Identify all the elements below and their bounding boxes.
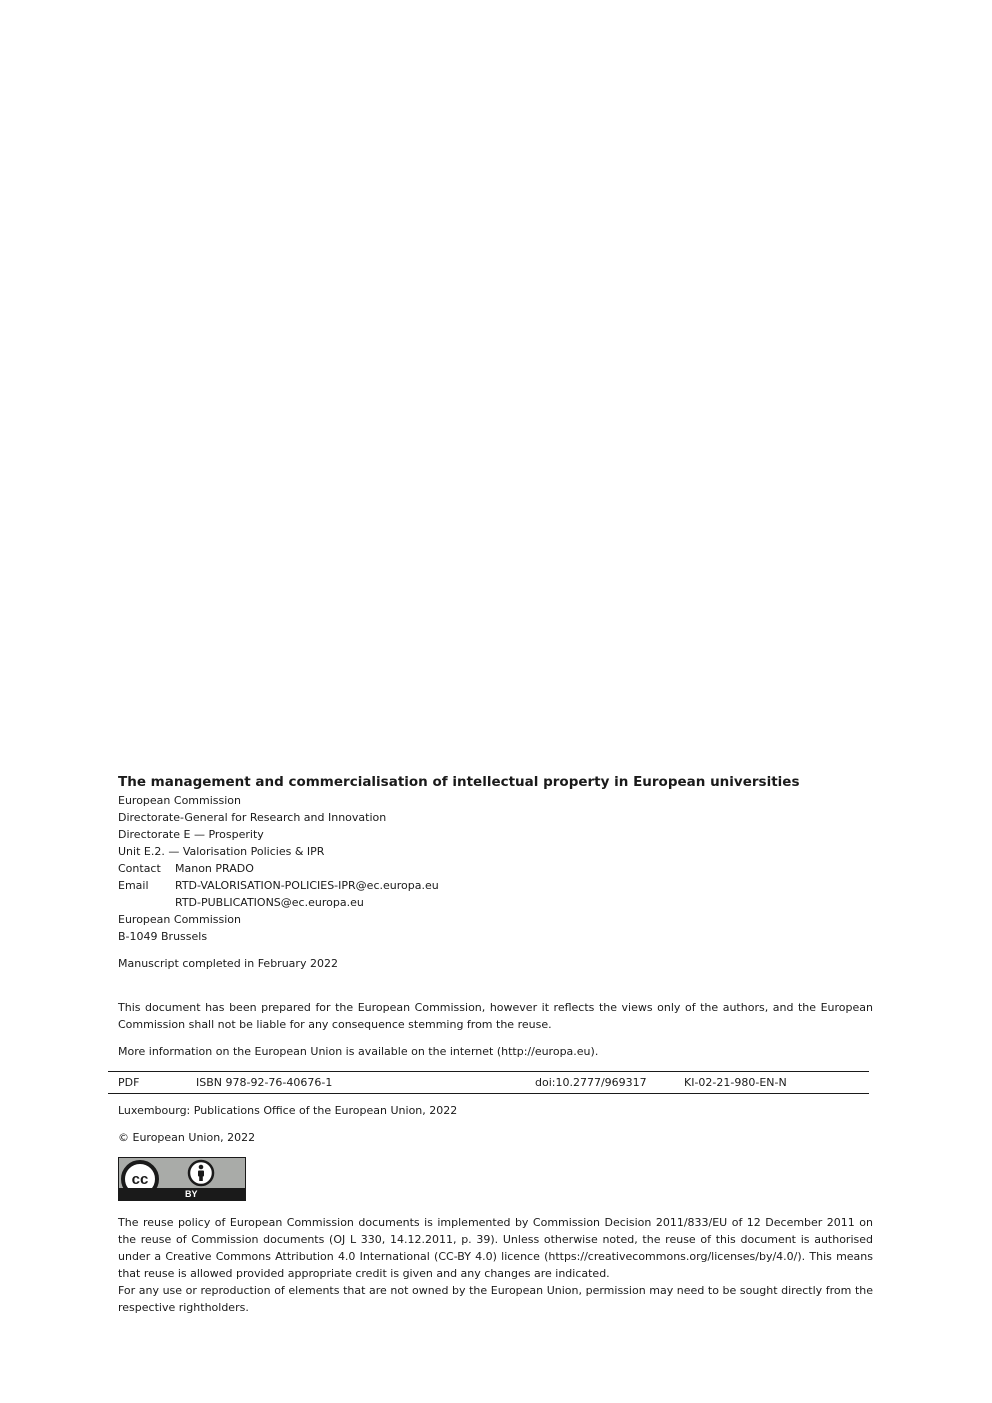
address-line-2: B-1049 Brussels (118, 930, 208, 943)
by-label: BY (185, 1189, 198, 1199)
rights-note: For any use or reproduction of elements that are not owned by the European Union, permission may need to be sought directly from the respective rightholders. (118, 1284, 873, 1314)
publisher-name: European Commission (118, 794, 242, 807)
identifiers-row (108, 1071, 869, 1094)
directorate-general: Directorate-General for Research and Innovation (118, 811, 387, 824)
email-link-publications[interactable]: RTD-PUBLICATIONS@ec.europa.eu (175, 896, 364, 909)
disclaimer: This document has been prepared for the European Commission, however it reflects the views only of the authors, and the European Commission shall not be liable for any consequence stemming from the reuse. (118, 1001, 873, 1031)
imprint-block (118, 772, 873, 1060)
contact-value: Manon PRADO (175, 862, 254, 875)
doi: doi:10.2777/969317 (535, 1076, 647, 1089)
email-link-valorisation[interactable]: RTD-VALORISATION-POLICIES-IPR@ec.europa.eu (175, 879, 439, 892)
contact-label: Contact (118, 862, 161, 875)
isbn: ISBN 978-92-76-40676-1 (196, 1076, 333, 1089)
publisher-line: Luxembourg: Publications Office of the European Union, 2022 (118, 1104, 458, 1117)
email-row (118, 877, 873, 894)
catalogue-number: KI-02-21-980-EN-N (684, 1076, 787, 1089)
email-label: Email (118, 879, 149, 892)
document-title: The management and commercialisation of intellectual property in European universities (118, 774, 800, 790)
format-label: PDF (118, 1076, 140, 1089)
directorate: Directorate E — Prosperity (118, 828, 264, 841)
address-line-1: European Commission (118, 913, 242, 926)
contact-row (118, 860, 873, 877)
email-row-2 (118, 894, 873, 911)
cc-by-license-icon (118, 1157, 246, 1201)
legal-block (118, 1102, 873, 1316)
manuscript-date: Manuscript completed in February 2022 (118, 957, 338, 970)
more-info: More information on the European Union is available on the internet (http://europa.eu). (118, 1045, 599, 1058)
copyright: © European Union, 2022 (118, 1131, 256, 1144)
reuse-policy: The reuse policy of European Commission documents is implemented by Commission Decision 2011/833/EU of 12 December 2011 on the reuse of Commission documents (OJ L 330, 14.12.2011, p. 39). Unless otherwise noted, the reuse of this document is authorised under a Creative Commons Attribution 4.0 International (CC-BY 4.0) licence (https://creativecommons.org/licenses/by/4.0/). This means that reuse is allowed provided appropriate credit is given and any changes are indicated. (118, 1216, 873, 1280)
svg-text:cc: cc (131, 1171, 149, 1188)
unit: Unit E.2. — Valorisation Policies & IPR (118, 845, 325, 858)
